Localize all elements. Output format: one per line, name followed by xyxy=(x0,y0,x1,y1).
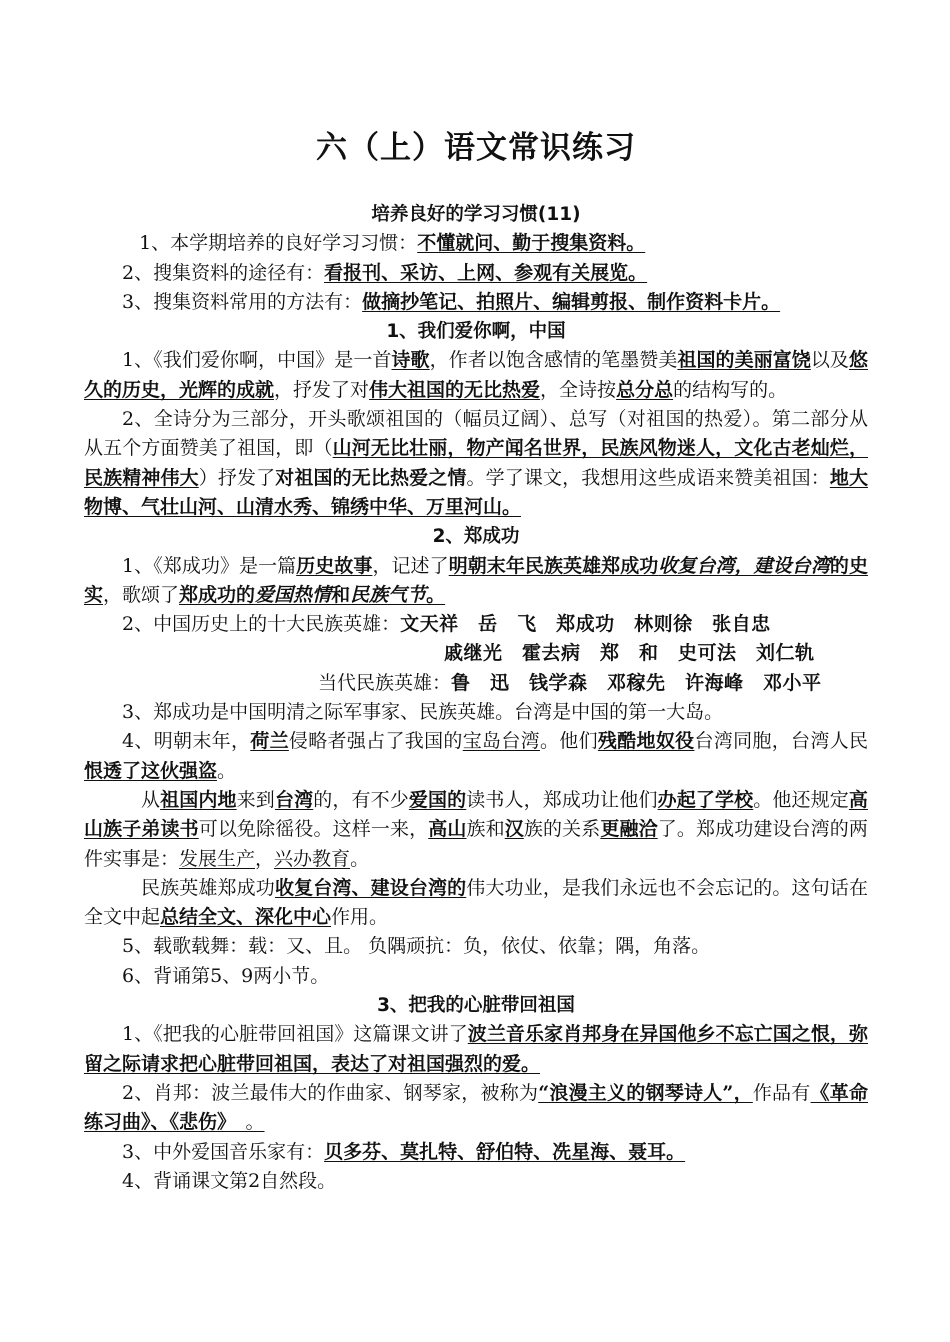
text: 1、《我们爱你啊，中国》是一首 xyxy=(122,349,392,372)
text: 。学了课文，我想用这些成语来赞美祖国： xyxy=(466,466,830,489)
china-paragraph-1 xyxy=(84,346,868,405)
answer-text: 祖国的美丽富饶 xyxy=(677,349,811,372)
answer-text: 民族气节 xyxy=(350,583,427,606)
text: 了。郑成功建设台湾的两件实事是： xyxy=(84,818,868,870)
answer-text: 的史实 xyxy=(84,554,868,606)
answer-text: 悠久的历史，光辉的成就 xyxy=(84,349,868,401)
answer-text: 台湾 xyxy=(274,788,314,811)
answer-text: 爱国热情 xyxy=(255,583,332,606)
answer-text: 恨透了这伙强盗 xyxy=(84,759,218,782)
text: ， xyxy=(255,847,275,870)
heroes-line-3 xyxy=(84,669,868,698)
zheng-paragraph-6 xyxy=(84,874,868,933)
answer-text: 和 xyxy=(331,583,351,606)
text: 读书人，郑成功让他们 xyxy=(466,788,658,811)
zheng-paragraph-5 xyxy=(84,786,868,874)
answer-text: 收复台湾，建设台湾 xyxy=(658,554,830,577)
document-page xyxy=(84,118,868,1196)
answer-text: 做摘抄笔记、拍照片、编辑剪报、制作资料卡片。 xyxy=(362,290,781,313)
page-title: 六（上）语文常识练习 xyxy=(316,130,636,166)
text: 2、中国历史上的十大民族英雄： xyxy=(122,613,401,636)
answer-text: 郑成功的 xyxy=(179,583,256,606)
answer-text: 更融洽 xyxy=(600,818,658,841)
answer-text: 不懂就问、勤于搜集资料。 xyxy=(417,232,646,255)
text: 族的关系 xyxy=(523,818,601,841)
text: 侵略者强占了我国的 xyxy=(288,730,463,753)
text: 3、中外爱国音乐家有： xyxy=(122,1140,325,1163)
answer-text: 总结全文、深化中心 xyxy=(160,906,332,929)
text: ，记述了 xyxy=(372,554,449,577)
text: 的结构写的。 xyxy=(673,378,788,401)
answer-text: 历史故事 xyxy=(296,554,373,577)
zheng-paragraph-8: 6、背诵第5、9两小节。 xyxy=(122,964,330,987)
answer-text: 。 xyxy=(426,583,446,606)
text: 。他还规定 xyxy=(753,788,849,811)
answer-text: 诗歌 xyxy=(391,349,430,372)
text: 伟大功业，是我们永远也不会忘记的。这句话在全文中起 xyxy=(84,876,868,929)
zheng-paragraph-7: 5、载歌载舞：载：又、且。 负隅顽抗：负，依仗、依靠；隅，角落。 xyxy=(122,935,711,958)
text: 当代民族英雄： xyxy=(318,671,452,694)
item-text: 1、本学期培养的良好学习习惯： xyxy=(139,232,418,255)
text: ）抒发了 xyxy=(198,466,276,489)
answer-text: 山河无比壮丽，物产闻名世界，民族风物迷人，文化古老灿烂，民族精神伟大 xyxy=(84,437,868,489)
section-heading-zheng: 2、郑成功 xyxy=(432,526,520,548)
answer-text: 伟大祖国的无比热爱 xyxy=(369,378,541,401)
answer-text: 办起了学校 xyxy=(657,788,754,811)
text: 来到 xyxy=(236,788,275,811)
heroes-line-1 xyxy=(84,610,868,639)
heroes-list: 鲁 迅 钱学森 邓稼先 许海峰 邓小平 xyxy=(451,671,822,694)
text: 。 xyxy=(226,1111,265,1134)
answer-text: 高山族子弟读书 xyxy=(84,788,868,841)
answer-text: 《革命练习曲》、《悲伤》 xyxy=(84,1081,868,1134)
section-heading-habits: 培养良好的学习习惯(11) xyxy=(371,204,581,225)
answer-text: 兴办教育 xyxy=(274,847,351,870)
answer-text: 波兰音乐家肖邦身在异国他乡不忘亡国之恨，弥留之际请求把心脏带回祖国，表达了对祖国强烈的爱。 xyxy=(84,1023,868,1075)
text: 。他们 xyxy=(539,730,598,753)
chopin-paragraph-3 xyxy=(84,1138,868,1167)
answer-text: 爱国的 xyxy=(408,788,467,811)
text: 作用。 xyxy=(331,906,389,929)
answer-text: 发展生产 xyxy=(179,847,256,870)
text: 作品有 xyxy=(752,1081,811,1104)
zheng-paragraph-4 xyxy=(84,727,868,786)
answer-text: 贝多芬、莫扎特、舒伯特、冼星海、聂耳。 xyxy=(324,1140,686,1163)
chopin-paragraph-4: 4、背诵课文第2自然段。 xyxy=(122,1169,337,1192)
answer-text: “浪漫主义的钢琴诗人”， xyxy=(538,1081,753,1104)
text: 2、肖邦：波兰最伟大的作曲家、钢琴家，被称为 xyxy=(122,1081,539,1104)
heroes-line-2: 戚继光 霍去病 郑 和 史可法 刘仁轨 xyxy=(444,642,815,665)
text: 族和 xyxy=(466,818,505,841)
habits-item-2 xyxy=(84,259,868,288)
answer-text: 残酷地奴役 xyxy=(597,730,695,753)
answer-text: 地大物博、气壮山河、山清水秀、锦绣中华、万里河山。 xyxy=(84,466,868,518)
text: 以及 xyxy=(810,349,849,372)
habits-item-1 xyxy=(84,229,868,258)
text: 2、全诗分为三部分，开头歌颂祖国的（幅员辽阔）、总写（对祖国的热爱）。第二部分从从五个方面赞美了祖国，即（ xyxy=(84,408,868,460)
text: 台湾同胞，台湾人民 xyxy=(694,730,868,753)
text: 从 xyxy=(141,788,161,811)
zheng-paragraph-3: 3、郑成功是中国明清之际军事家、民族英雄。台湾是中国的第一大岛。 xyxy=(122,701,724,724)
answer-text: 高山 xyxy=(428,818,467,841)
habits-item-3 xyxy=(84,288,868,317)
answer-text: 收复台湾、建设台湾的 xyxy=(274,876,467,899)
section-heading-china: 1、我们爱你啊，中国 xyxy=(386,321,566,343)
answer-text: 看报刊、采访、上网、参观有关展览。 xyxy=(324,261,648,284)
answer-text: 宝岛台湾 xyxy=(462,730,540,753)
text: 4、明朝末年， xyxy=(122,730,251,753)
text: 的，有不少 xyxy=(313,788,409,811)
item-text: 2、搜集资料的途径有： xyxy=(122,261,325,284)
text: 1、《郑成功》是一篇 xyxy=(122,554,297,577)
text: 。 xyxy=(217,759,237,782)
answer-text: 总分总 xyxy=(616,378,674,401)
text: ，全诗按 xyxy=(540,378,617,401)
answer-text: 荷兰 xyxy=(250,730,289,753)
china-paragraph-2 xyxy=(84,405,868,522)
text: 民族英雄郑成功 xyxy=(141,876,275,899)
heroes-list: 文天祥 岳 飞 郑成功 林则徐 张自忠 xyxy=(400,613,771,636)
text: ，抒发了对 xyxy=(274,378,370,401)
answer-text: 对祖国的无比热爱之情 xyxy=(275,466,467,489)
text: 。 xyxy=(350,847,370,870)
text: 1、《把我的心脏带回祖国》这篇课文讲了 xyxy=(122,1023,468,1046)
zheng-paragraph-1 xyxy=(84,552,868,611)
text: 可以免除徭役。这样一来， xyxy=(198,818,429,841)
section-heading-chopin: 3、把我的心脏带回祖国 xyxy=(377,995,575,1017)
answer-text: 祖国内地 xyxy=(160,788,237,811)
answer-text: 汉 xyxy=(504,818,524,841)
item-text: 3、搜集资料常用的方法有： xyxy=(122,290,363,313)
text: ，歌颂了 xyxy=(103,583,180,606)
text: ，作者以饱含感情的笔墨赞美 xyxy=(429,349,678,372)
answer-text: 明朝末年民族英雄郑成功 xyxy=(448,554,659,577)
chopin-paragraph-1 xyxy=(84,1020,868,1079)
chopin-paragraph-2 xyxy=(84,1079,868,1138)
